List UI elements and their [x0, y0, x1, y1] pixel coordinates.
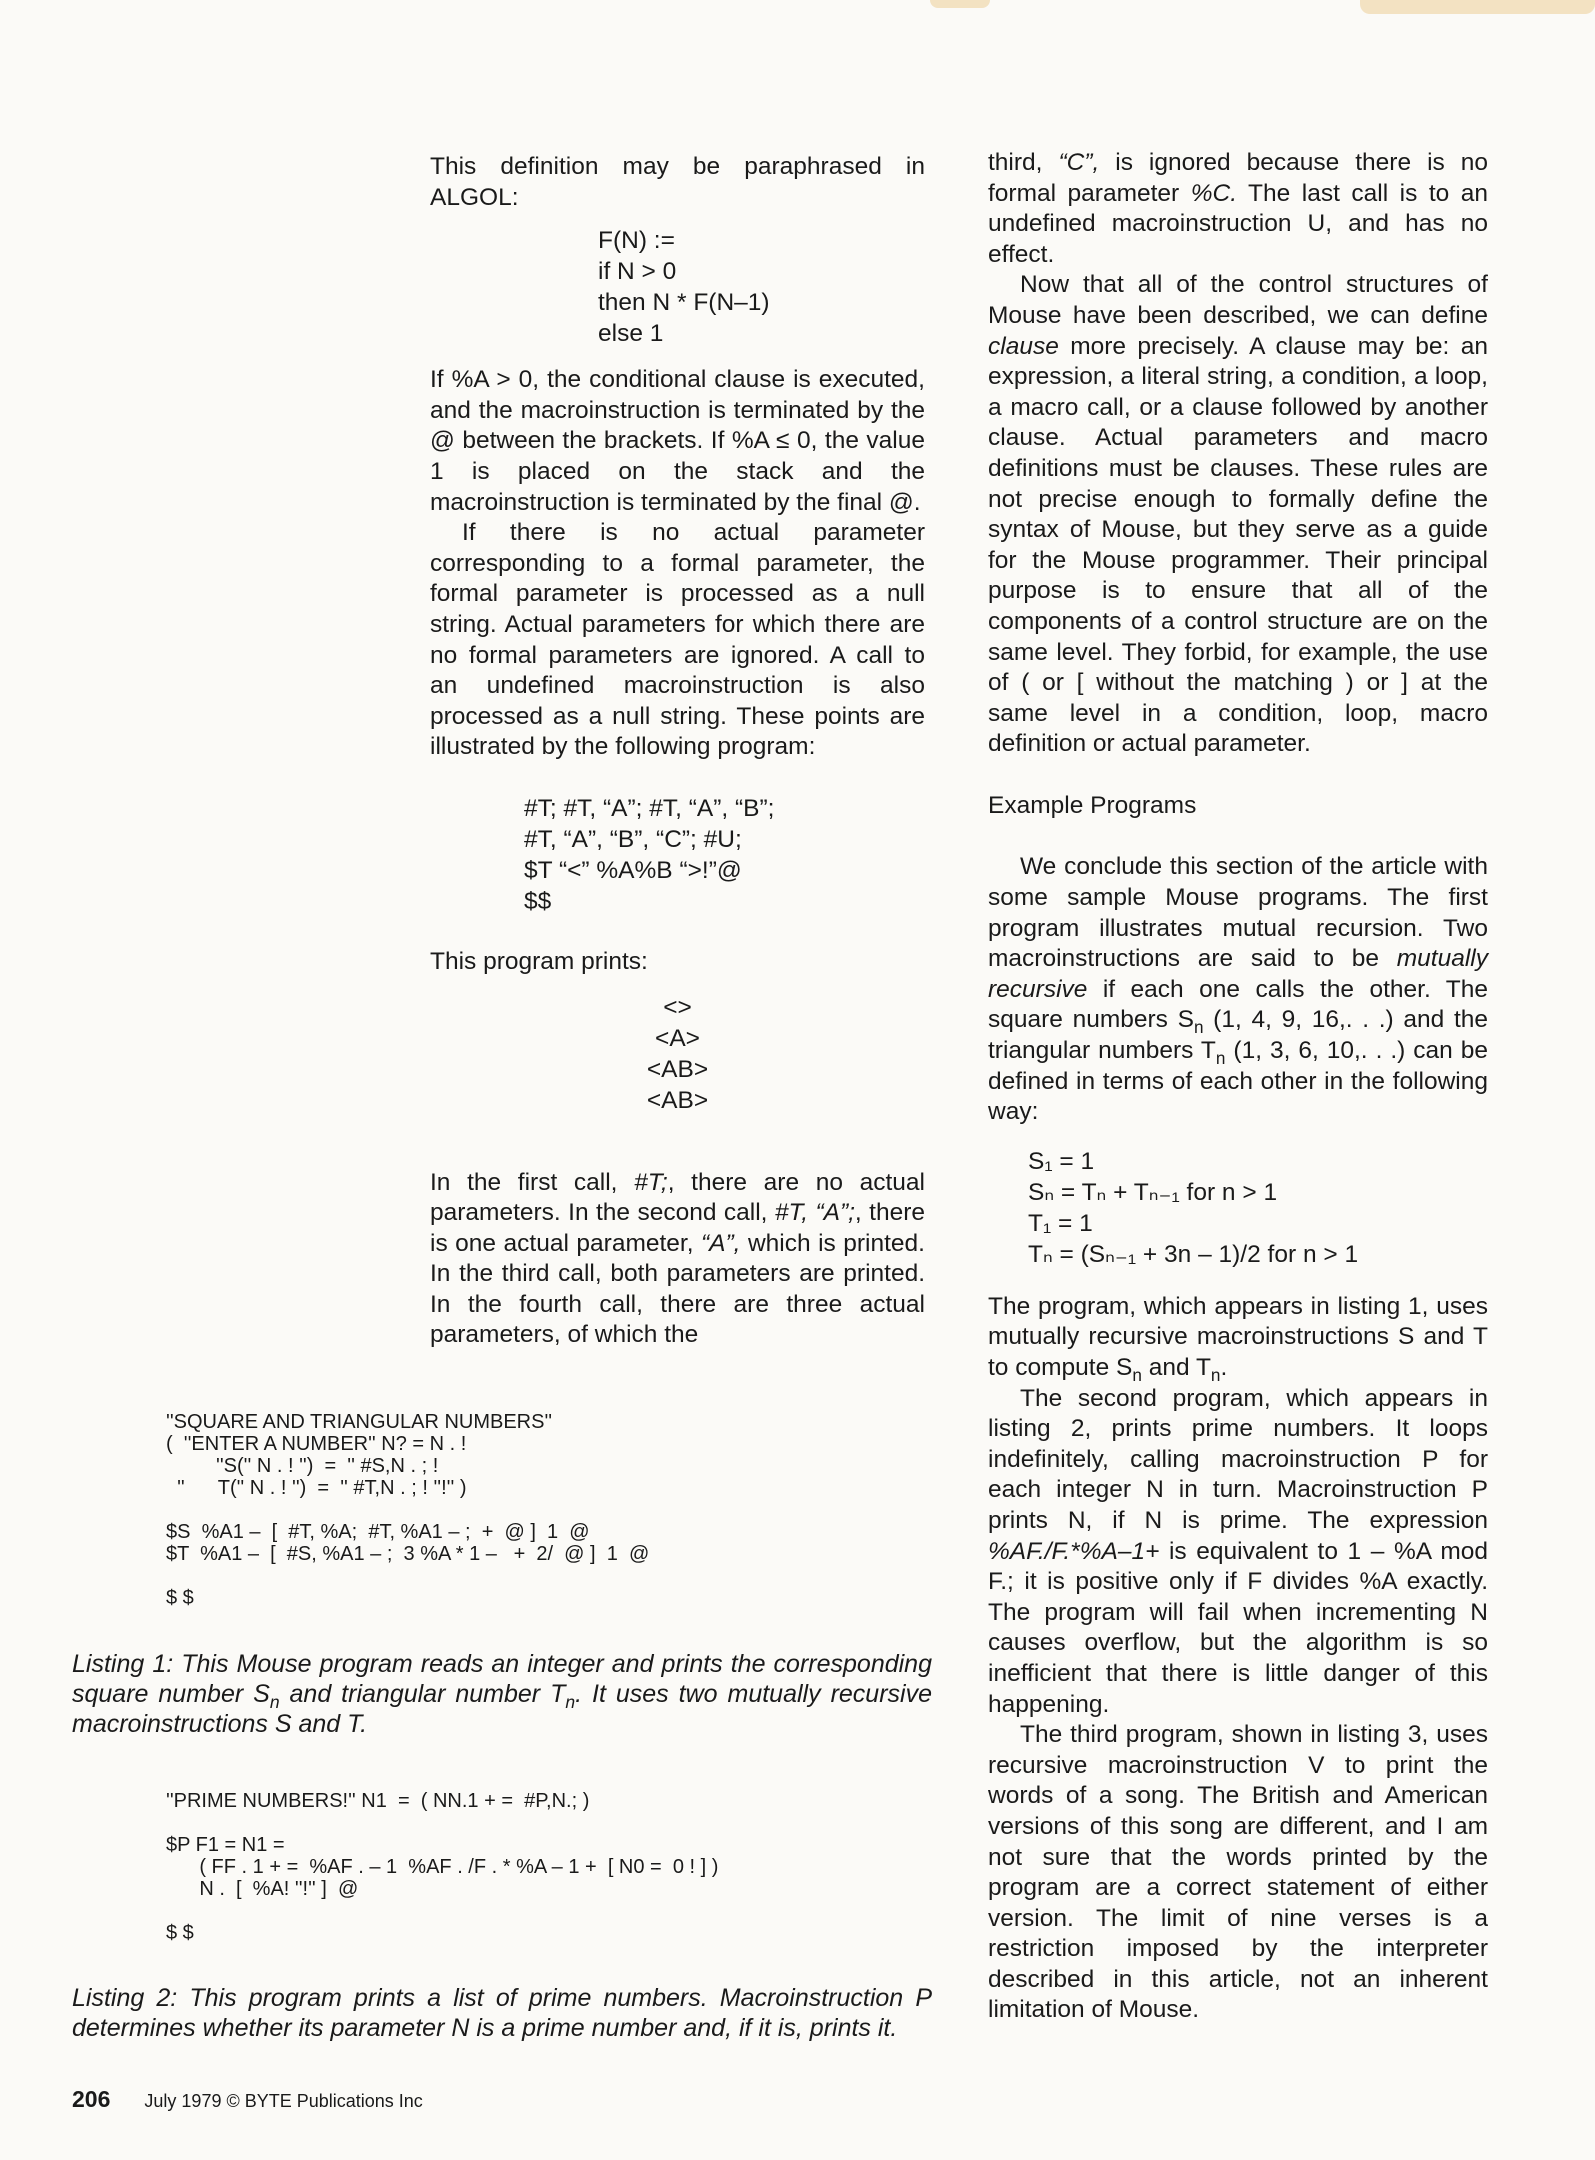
paper-stain-top	[930, 0, 990, 8]
example-program	[430, 793, 925, 917]
recurrence-formulas	[988, 1146, 1488, 1270]
algol-definition	[430, 225, 925, 349]
body-paragraph: The third program, shown in listing 3, uses recursive macroinstruction V to print the words of a song. The British and American versions of this song are different, and I am not sure that the words printed by the program are a correct statement of either version. The limit of nine verses is a restriction imposed by the interpreter described in this article, not an inherent limitation of Mouse.	[988, 1721, 1488, 2024]
body-paragraph: If there is no actual parameter corresponding to a formal parameter, the formal parameter is processed as a null string. Actual parameters for which there are no formal parameters are ignored. A call to an undefined macroinstruction is also processed as a null string. These points are illustrated by the following program:	[430, 519, 925, 761]
body-paragraph: The program, which appears in listing 1, uses mutually recursive macroinstructions S and T to compute $S_n$ and $T_n$.	[988, 1292, 1488, 1385]
body-paragraph: We conclude this section of the article with some sample Mouse programs. The first program illustrates mutual recursion. Two macroinstructions are said to be mutually recursive if each one calls the other. The square numbers $S_n$ (1, 4, 9, 16,. . .) and the triangular numbers $T_n$ (1, 3, 6, 10,. . .) can be defined in terms of each other in the following way:	[988, 853, 1488, 1126]
prints-label: This program prints:	[430, 947, 648, 975]
page-footer	[72, 2086, 423, 2113]
formula-line: S₁ = 1	[1028, 1147, 1095, 1175]
body-paragraph: In the first call, #T;, there are no actual parameters. In the second call, #T, “A”;, there is one actual parameter, “A”, which is printed. In the third call, both parameters are printed. In the fourth call, there are three actual parameters, of which the	[430, 1168, 925, 1349]
body-paragraph: third, “C”, is ignored because there is no formal parameter %C. The last call is to an undefined macroinstruction U, and has no effect.	[988, 149, 1488, 268]
publication-line: July 1979 © BYTE Publications Inc	[144, 2091, 423, 2111]
program-line: $$	[524, 887, 552, 915]
output-line: <AB>	[646, 1086, 709, 1114]
body-paragraph: Now that all of the control structures of Mouse have been described, we can define clause more precisely. A clause may be: an expression, a literal string, a condition, a loop, a macro call, or a clause followed by another clause. Actual parameters and macro definitions must be clauses. These rules are not precise enough to formally define the syntax of Mouse, but they serve as a guide for the Mouse programmer. Their principal purpose is to ensure that all of the components of a control structure are on the same level. They forbid, for example, the use of ( or [ without the matching ) or ] at the same level in a condition, loop, macro definition or actual parameter.	[988, 271, 1488, 758]
algol-line: then N * F(N–1)	[598, 289, 770, 317]
middle-column	[430, 152, 925, 1351]
program-line: $T “<” %A%B “>!”@	[524, 856, 742, 884]
formula-line: Tₙ = (Sₙ₋₁ + 3n – 1)/2 for n > 1	[1028, 1240, 1359, 1268]
paper-stain-top	[1360, 0, 1595, 14]
listing2-code: ''PRIME NUMBERS!'' N1 = ( NN.1 + = #P,N.; ) $P F1 = N1 = ( FF . 1 + = %AF . – 1 %AF . /F . * %A – 1 + [ N0 = 0 ! ] ) N . [ %A! ''!'' ] @ $ $	[166, 1790, 719, 1944]
algol-line: F(N) :=	[598, 227, 675, 255]
listing1-code: ''SQUARE AND TRIANGULAR NUMBERS'' ( ''ENTER A NUMBER'' N? = N . ! ''S('' N . ! '') = '' #S,N . ; ! '' T('' N . ! '') = '' #T,N . ; ! ''!'' ) $S %A1 – [ #T, %A; #T, %A1 – ; + @ ] 1 @ $T %A1 – [ #S, %A1 – ; 3 %A * 1 – + 2/ @ ] 1 @ $ $	[166, 1411, 650, 1609]
algol-line: if N > 0	[598, 258, 677, 286]
body-paragraph: If %A > 0, the conditional clause is executed, and the macroinstruction is terminated by the @ between the brackets. If %A ≤ 0, the value 1 is placed on the stack and the macroinstruction is terminated by the final @.	[430, 366, 925, 516]
body-paragraph: The second program, which appears in listing 2, prints prime numbers. It loops indefinitely, calling macroinstruction P for each integer N in turn. Macroinstruction P prints N, if N is prime. The expression %AF./F.*%A–1+ is equivalent to 1 – %A mod F.; it is positive only if F divides %A exactly. The program will fail when incrementing N causes overflow, but the algorithm is so inefficient that there is little danger of this happening.	[988, 1384, 1488, 1718]
output-line: <>	[663, 993, 692, 1021]
listing2-caption: Listing 2: This program prints a list of prime numbers. Macroinstruction P determines whether its parameter N is a prime number and, if it is, prints it.	[72, 1984, 932, 2042]
listing1-caption: Listing 1: This Mouse program reads an integer and prints the corresponding square number $S_n$ and triangular number $T_n$. It uses two mutually recursive macroinstructions S and T.	[72, 1650, 932, 1738]
output-line: <A>	[655, 1024, 700, 1052]
program-line: #T, “A”, “B”, “C”; #U;	[524, 825, 742, 853]
section-heading: Example Programs	[988, 791, 1197, 819]
formula-line: T₁ = 1	[1028, 1209, 1093, 1237]
intro-paragraph: This definition may be paraphrased in ALGOL:	[430, 153, 925, 211]
program-output	[430, 992, 925, 1116]
algol-line: else 1	[598, 320, 664, 348]
output-line: <AB>	[646, 1055, 709, 1083]
formula-line: Sₙ = Tₙ + Tₙ₋₁ for n > 1	[1028, 1178, 1278, 1206]
right-column	[988, 148, 1488, 2026]
page-number: 206	[72, 2086, 111, 2112]
program-line: #T; #T, “A”; #T, “A”, “B”;	[524, 794, 775, 822]
